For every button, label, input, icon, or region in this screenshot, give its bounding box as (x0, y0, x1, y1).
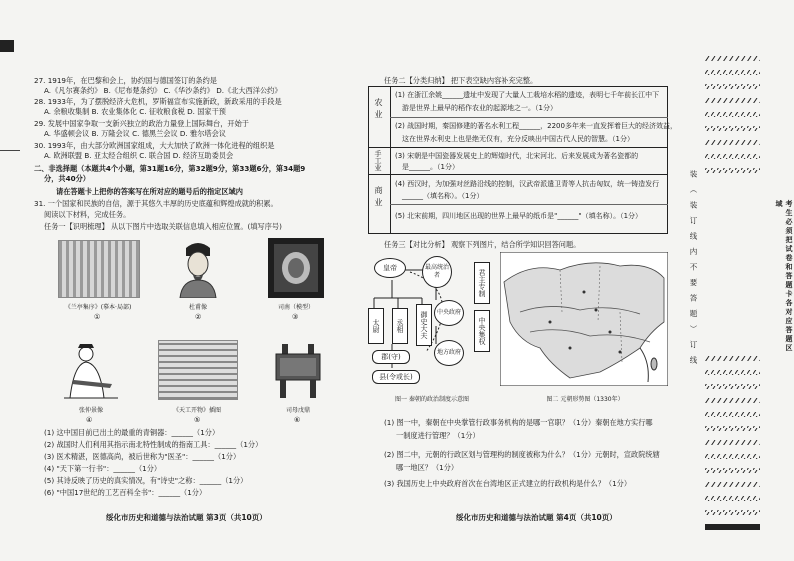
node-taiwei: 太尉 (368, 308, 384, 344)
q31-b: 阅读以下材料，完成任务。 (44, 210, 131, 219)
question-2b: 哪一地区？（1分） (396, 463, 459, 472)
num-1: ① (94, 313, 101, 321)
node-xian: 县(令或长) (372, 370, 420, 384)
node-centralization: 中央集权 (474, 310, 490, 352)
table-col-divider (390, 86, 391, 234)
node-autocracy: 君主专制 (474, 262, 490, 304)
node-chengxiang: 丞相 (392, 308, 408, 344)
row-label-handicraft: 手工业 (374, 150, 382, 171)
question-1b: 一制度进行管理？（1分） (396, 431, 480, 440)
q30-options: A. 欧洲联盟 B. 亚太经合组织 C. 联合国 D. 经济互助委员会 (44, 151, 234, 160)
row3-item1b: ______（填名称）。（1分） (402, 192, 484, 200)
node-local: 地方政府 (434, 340, 464, 366)
q31: 31. 一个国家和民族的自信，源于其悠久丰厚的历史底蕴和辉煌成就的积累。 (34, 199, 278, 208)
right-footer: 绥化市历史和道德与法治试题 第4页（共10页） (456, 513, 617, 522)
diagram-caption: 图一 秦朝的政治制度示意图 (395, 396, 469, 403)
answer-6: (6) "中国17世纪的工艺百科全书"：______（1分） (44, 488, 207, 497)
yuan-map (500, 252, 668, 386)
q29: 29. 发展中国家争取一支新兴独立的政治力量登上国际舞台，开始于 (34, 119, 249, 128)
question-3: (3) 我国历史上中央政府首次在台湾地区正式建立的行政机构是什么？（1分） (384, 479, 632, 488)
exam-notice: 考生必须把试卷和答题卡各对应答题区域 (775, 200, 793, 353)
margin-dash (0, 150, 20, 151)
caption-5: 《天工开物》插图 (172, 407, 221, 414)
answer-4: (4) "天下第一行书"：______（1分） (44, 464, 162, 473)
num-4: ④ (86, 416, 93, 424)
picture-zhangzhongjing (60, 340, 122, 402)
num-2: ② (195, 313, 202, 321)
num-5: ⑤ (194, 416, 201, 424)
task3-title: 任务三【对比分析】 观察下列图片，结合所学知识回答问题。 (384, 240, 581, 249)
table-row-divider-inner-2 (390, 204, 668, 205)
node-top-ruler: 最高统治者 (422, 256, 452, 288)
question-1: (1) 图一中，秦朝在中央掌管行政事务机构的是哪一官职？（1分）秦朝在地方实行哪 (384, 418, 653, 427)
num-6: ⑥ (294, 416, 301, 424)
task2-title: 任务二【分类归纳】 把下表空缺内容补充完整。 (384, 76, 538, 85)
answer-notice: 请在答题卡上把你的答案写在所对应的题号后的指定区域内 (56, 187, 243, 196)
caption-6: 司母戊鼎 (285, 407, 310, 414)
answer-5: (5) 其诗反映了历史的真实情况，有"诗史"之称：______（1分） (44, 476, 248, 485)
picture-sinan (268, 238, 324, 298)
q27-options: A.《凡尔赛条约》 B.《尼布楚条约》 C.《华沙条约》 D.《北大西洋公约》 (44, 86, 282, 95)
node-yushi: 御史大夫 (416, 304, 432, 346)
corner-mark (0, 40, 14, 52)
caption-4: 张仲景像 (78, 407, 103, 414)
row1-item1b: 游是世界上最早的稻作农业的起源地之一。（1分） (402, 104, 557, 112)
left-footer: 绥化市历史和道德与法治试题 第3页（共10页） (106, 513, 267, 522)
table-row-divider-2 (368, 174, 668, 175)
node-emperor: 皇帝 (374, 258, 406, 278)
question-2: (2) 图二中，元朝的行政区划与管理构的制度被称为什么？（1分）元朝时，宣政院统辖 (384, 450, 660, 459)
row1-item2b: 这在世界水利史上也是绝无仅有，充分反映出中国古代人民的智慧。（1分） (402, 135, 634, 143)
caption-2: 杜甫像 (188, 304, 207, 311)
picture-simuwu-ding (268, 342, 328, 400)
table-row-divider-inner-1 (390, 117, 668, 118)
hatch-lines (705, 56, 765, 546)
node-central: 中央政府 (434, 300, 464, 326)
row-label-commerce: 商业 (374, 186, 383, 210)
row-label-agriculture: 农业 (374, 98, 383, 122)
section-2-title: 二、非选择题（本题共4个小题，第31题16分，第32题9分，第33题6分，第34题9 (34, 164, 306, 173)
answer-3: (3) 医术精湛，医德高尚，被后世称为"医圣"：______（1分） (44, 452, 241, 461)
table-row-divider-1 (368, 147, 668, 148)
q28-options: A. 余粮收集制 B. 农业集体化 C. 征收粮食税 D. 国家干预 (44, 107, 226, 116)
caption-1: 《兰亭集序》(摹本·局部) (64, 304, 132, 311)
picture-lanting (58, 240, 140, 298)
row2-item1: (3) 宋朝是中国瓷器发展史上的辉煌时代，北宋河北、后来发展成为著名瓷都的 (395, 152, 639, 160)
q28: 28. 1933年，为了摆脱经济大危机，罗斯福宣布实施新政，新政采用的手段是 (34, 97, 282, 106)
row3-item1: (4) 西汉时，为加强对丝路沿线的控制，汉武帝派遣卫青等人抗击匈奴，统一铸造发行 (395, 180, 660, 188)
picture-tiangong (158, 340, 238, 400)
caption-3: 司南（模型） (277, 304, 314, 311)
row1-item1: (1) 在浙江余姚______遗址中发现了大量人工栽培水稻的遗迹，表明七千年前长江中下 (395, 91, 660, 99)
q27: 27. 1919年，在巴黎和会上，协约国与德国签订的条约是 (34, 76, 217, 85)
node-jun: 郡(守) (372, 350, 410, 364)
answer-1: (1) 这中国目前已出土的最重的青铜器：______（1分） (44, 428, 220, 437)
answer-2: (2) 战国时人们利用其指示南北特性制成的指南工具：______（1分） (44, 440, 263, 449)
q29-options: A. 华盛顿会议 B. 万隆会议 C. 德黑兰会议 D. 雅尔塔会议 (44, 129, 226, 138)
section-2-title-b: 分，共40分） (44, 174, 90, 183)
q30: 30. 1993年，由大部分欧洲国家组成，大大加快了欧洲一体化进程的组织是 (34, 141, 275, 150)
picture-dufu (172, 238, 224, 298)
task1-title: 任务一【识明梳理】 从以下图片中选取关联信息填入相应位置。(填写序号) (44, 222, 282, 231)
num-3: ③ (292, 313, 299, 321)
map-caption: 图二 元朝形势图（1330年） (546, 396, 624, 403)
row1-item2: (2) 战国时期，秦国修建的著名水利工程______，2200多年来一直发挥着巨大的经济效益， (395, 122, 677, 130)
row3-item2: (5) 北宋前期，四川地区出现的世界上最早的纸币是"______"（填名称）。（1分） (395, 212, 643, 220)
binding-line-label: 装（装订线内不要答题）订线 (689, 170, 698, 372)
row2-item1b: 是______。（1分） (402, 163, 459, 171)
